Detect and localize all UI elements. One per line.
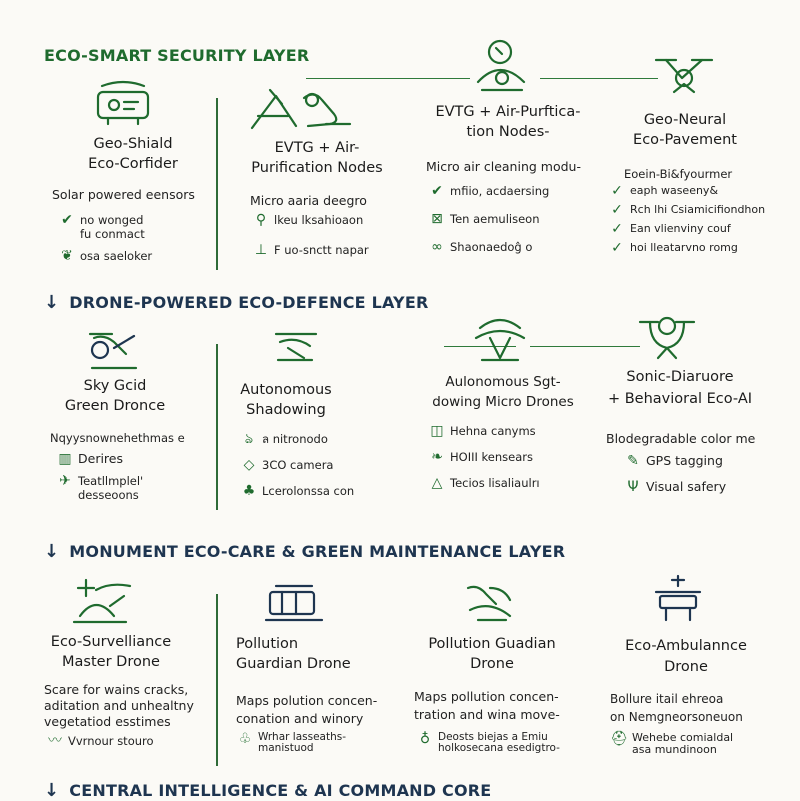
node-desc: Eoein-Bi&fyourmer: [624, 167, 733, 181]
arrow-down-icon: ↓: [44, 541, 60, 562]
node-desc: Blodegradable color me: [606, 431, 756, 446]
column-divider: [216, 594, 218, 766]
tag-icon: ✎: [627, 453, 639, 469]
eye-icon: ◇: [243, 457, 255, 473]
drone-icon: [636, 312, 698, 362]
drone-icon: ✈: [59, 473, 71, 489]
feature-item: ✓ hoi lleatarvno romg: [608, 241, 765, 255]
node-title-geo-shield: Geo-Shiald Eco-Corfider: [88, 136, 178, 172]
section-title-drone-powered-eco-defence: ↓ DRONE-POWERED ECO-DEFENCE LAYER: [44, 292, 429, 313]
feature-item: ◇ 3CO camera: [240, 458, 354, 472]
node-title-pollution-guadian: Pollution Guadian Drone: [428, 636, 556, 672]
feature-item: ✓ Ean vlienviny couf: [608, 222, 765, 236]
check-icon: ✓: [611, 221, 623, 237]
shadow-drone-icon: [270, 326, 326, 368]
node-desc: Micro air cleaning modu-: [426, 159, 581, 174]
section-title-central-intelligence: ↓ CENTRAL INTELLIGENCE & AI COMMAND CORE: [44, 780, 492, 801]
ambulance-drone-icon: [648, 574, 708, 626]
drop-icon: ♁: [419, 731, 431, 747]
connector-line: [306, 78, 470, 79]
feature-item: ♁ Deosts biejas a Emiu holkosecana esedigtro-: [416, 732, 560, 754]
feature-item: ⚲ lkeu lksahioaon: [252, 213, 369, 227]
loop-icon: ∞: [431, 239, 443, 255]
node-title-pollution-guardian: Pollution Guardian Drone: [236, 636, 351, 672]
arrow-down-icon: ↓: [44, 292, 60, 313]
feature-item: ✔ no wonged fu conmact: [58, 213, 152, 241]
section-title-monument-eco-care: ↓ MONUMENT ECO-CARE & GREEN MAINTENANCE LAYER: [44, 541, 566, 562]
arrow-down-icon: ↓: [44, 780, 60, 801]
check-icon: ✓: [611, 183, 623, 199]
node-desc: Maps polution concen- conation and winory: [236, 693, 378, 726]
check-icon: ✓: [611, 202, 623, 218]
chart-icon: ▥: [58, 451, 72, 467]
feature-item: ✎ GPS tagging: [624, 454, 726, 468]
ambulance-icon: ⛑: [610, 731, 628, 747]
drone-icon: [84, 328, 144, 372]
check-icon: ✓: [611, 240, 623, 256]
tree-drone-icon: [470, 314, 530, 364]
feature-item: ✓ Rch lhi Csiamicifiondhon: [608, 203, 765, 217]
check-icon: ✔: [431, 183, 443, 199]
signal-icon: ঌ: [244, 431, 254, 447]
feature-item: ⊥ F uo-snctt napar: [252, 243, 369, 257]
column-divider: [216, 98, 218, 270]
stand-icon: ⊥: [254, 242, 268, 258]
sensor-station-icon: [88, 80, 158, 128]
feature-item: ❦ osa saeloker: [58, 249, 152, 263]
feature-item: ♣ Lcerolonssa con: [240, 484, 354, 498]
drone-icon: [652, 52, 716, 98]
tree-icon: ♧: [238, 731, 252, 747]
panel-icon: ⊠: [431, 211, 443, 227]
node-title-autonomous-micro-drones: Aulonomous Sgt- dowing Micro Drones: [432, 374, 574, 410]
node-title-autonomous-shadowing: Autonomous Shadowing: [240, 382, 332, 418]
people-icon: ♣: [242, 483, 256, 499]
globe-drone-icon: [472, 38, 532, 96]
air-purifier-icon: [246, 86, 356, 132]
feature-item: Ψ Visual safery: [624, 480, 726, 494]
wave-icon: 〰: [48, 733, 62, 749]
feature-item: ♧ Wrhar lasseaths- manistuod: [236, 732, 346, 754]
pollution-drone-icon: [460, 582, 520, 626]
feature-item: ▥ Derires: [56, 452, 143, 466]
node-title-evtg-air-purification: EVTG + Air- Purification Nodes: [251, 140, 383, 176]
node-desc: Nqyysnownehethmas e: [50, 431, 185, 445]
survey-drone-icon: [66, 576, 138, 628]
node-desc: Solar powered eensors: [52, 187, 195, 202]
shield-icon: Ψ: [627, 479, 639, 495]
sprout-icon: ⚲: [255, 212, 267, 228]
feature-item: ✓ eaph waseeny&: [608, 184, 765, 198]
camera-icon: ◫: [430, 423, 444, 439]
node-title-geo-neural: Geo-Neural Eco-Pavement: [633, 112, 737, 148]
node-title-sky-grid: Sky Gcid Green Dronce: [64, 378, 166, 414]
feature-item: ⊠ Ten aemuliseon: [428, 212, 549, 226]
feature-item: ✔ mfiio, acdaersing: [428, 184, 549, 198]
feature-item: 〰 Vvrnour stouro: [48, 733, 154, 749]
check-icon: ✔: [61, 212, 73, 228]
section-title-eco-smart-security: ECO-SMART SECURITY LAYER: [44, 46, 310, 65]
node-title-eco-surveillance: Eco-Survelliance Master Drone: [50, 634, 172, 670]
feature-item: ঌ ล nitronodo: [240, 432, 354, 446]
tent-icon: △: [431, 475, 443, 491]
feature-item: ❧ HOIII kensears: [428, 450, 540, 464]
connector-line: [540, 78, 658, 79]
sensor-drone-icon: [262, 582, 326, 626]
node-title-eco-ambulance: Eco-Ambulannce Drone: [625, 638, 747, 675]
leaf-icon: ❧: [431, 449, 443, 465]
column-divider: [216, 344, 218, 510]
feature-item: ✈ Teatllmplel' desseoons: [56, 474, 143, 502]
node-desc: Scare for wains cracks, aditation and unhealtny vegetatiod esstimes: [44, 682, 194, 729]
feature-item: ∞ Shaonaedoĝ o: [428, 240, 549, 254]
node-desc: Maps pollution concen- tration and wina move-: [414, 689, 560, 722]
node-title-sonic-deterrent: Sonic-Diaruore + Behavioral Eco-AI: [607, 369, 753, 407]
node-desc: Micro aaria deegro: [250, 193, 367, 208]
feature-item: △ Tecios lisaliaulrı: [428, 476, 540, 490]
node-title-evtg-air-purftication: EVTG + Air-Purftica- tion Nodes-: [435, 104, 581, 140]
connector-line: [530, 346, 640, 347]
node-desc: Bollure itail ehreoa on Nemgneorsoneuon: [610, 692, 743, 724]
leaf-icon: ❦: [61, 248, 73, 264]
feature-item: ⛑ Wehebe comialdal asa mundinoon: [610, 731, 734, 756]
feature-item: ◫ Hehna canyms: [428, 424, 540, 438]
